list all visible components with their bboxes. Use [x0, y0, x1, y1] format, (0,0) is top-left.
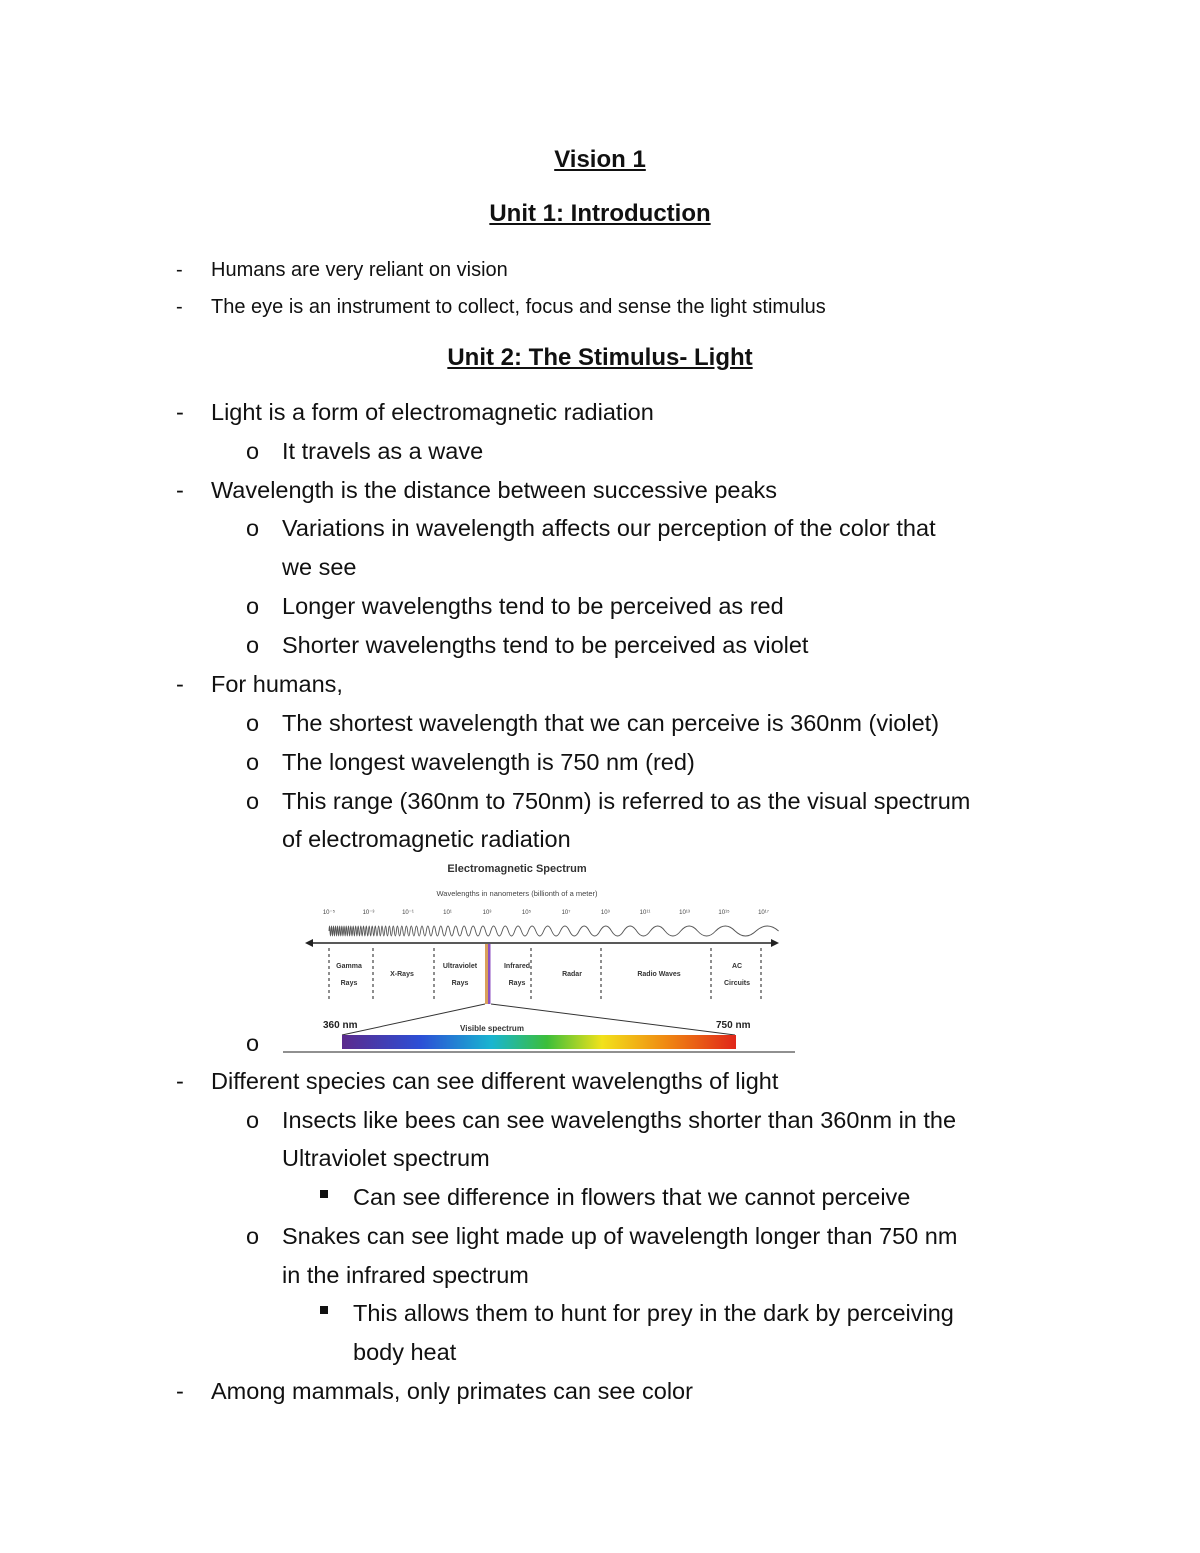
- visible-spectrum-label: Visible spectrum: [460, 1024, 524, 1033]
- band-label: AC: [731, 963, 743, 970]
- sub-bullet-continuation: in the infrared spectrum: [282, 1262, 529, 1288]
- band-label-line2: Rays: [508, 980, 526, 987]
- sub-bullet-text: It travels as a wave: [282, 438, 484, 464]
- bullet-text: For humans,: [211, 671, 343, 697]
- circle-marker: o: [246, 788, 260, 814]
- bullet-text: Light is a form of electromagnetic radiation: [211, 399, 654, 425]
- sub-bullet-text: Shorter wavelengths tend to be perceived as violet: [282, 632, 809, 658]
- label-750nm: 750 nm: [716, 1020, 751, 1031]
- figure-title: Electromagnetic Spectrum: [447, 863, 587, 875]
- unit1-bullet-2: The eye is an instrument to collect, focus and sense the light stimulus: [211, 296, 826, 318]
- unit1-bullet-1: Humans are very reliant on vision: [211, 259, 508, 281]
- sub-sub-bullet-text: Can see difference in flowers that we cannot perceive: [353, 1184, 911, 1210]
- document-title: Vision 1: [554, 146, 646, 173]
- tick-label: 10⁻¹: [402, 910, 414, 916]
- sub-sub-bullet-text: This allows them to hunt for prey in the dark by perceiving: [353, 1300, 954, 1326]
- band-label: Radar: [562, 971, 582, 978]
- sub-bullet-text: The shortest wavelength that we can perceive is 360nm (violet): [282, 710, 940, 736]
- sub-bullet-text: The longest wavelength is 750 nm (red): [282, 749, 695, 775]
- unit2-heading: Unit 2: The Stimulus- Light: [447, 344, 753, 371]
- figure-subtitle: Wavelengths in nanometers (billionth of a meter): [436, 889, 598, 898]
- visible-spectrum-bar: [342, 1035, 736, 1049]
- band-label-line2: Circuits: [723, 980, 751, 987]
- tick-label: 10³: [482, 910, 492, 916]
- band-label-line2: Rays: [340, 980, 358, 987]
- sub-bullet-continuation: we see: [282, 554, 357, 580]
- dash-marker: -: [176, 259, 183, 281]
- dash-marker: -: [176, 1068, 184, 1094]
- circle-marker: o: [246, 515, 260, 541]
- sub-bullet-text: Snakes can see light made up of wavelength longer than 750 nm: [282, 1223, 958, 1249]
- tick-label: 10⁻³: [362, 910, 375, 916]
- tick-label: 10⁷: [561, 910, 571, 916]
- sub-bullet-text: Variations in wavelength affects our perception of the color that: [282, 515, 936, 541]
- wave-curve: [329, 926, 779, 936]
- sub-bullet-continuation: of electromagnetic radiation: [282, 826, 571, 852]
- band-label: Radio Waves: [637, 971, 681, 978]
- band-label-line2: Rays: [451, 980, 469, 987]
- band-label: Ultraviolet: [442, 963, 478, 970]
- sub-bullet-text: Insects like bees can see wavelengths shorter than 360nm in the: [282, 1107, 957, 1133]
- sub-sub-bullet-continuation: body heat: [353, 1339, 457, 1365]
- band-label: X-Rays: [390, 971, 414, 978]
- axis-arrow-left: [305, 939, 313, 947]
- circle-marker: o: [246, 1223, 260, 1249]
- sub-bullet-text: Longer wavelengths tend to be perceived as red: [282, 593, 784, 619]
- circle-marker: o: [246, 710, 260, 736]
- square-bullet-marker: [320, 1190, 328, 1198]
- unit1-heading: Unit 1: Introduction: [489, 200, 711, 227]
- bullet-text: Different species can see different wavelengths of light: [211, 1068, 779, 1094]
- circle-marker: o: [246, 749, 260, 775]
- tick-label: 10⁻⁵: [322, 910, 336, 916]
- dash-marker: -: [176, 477, 184, 503]
- label-360nm: 360 nm: [323, 1020, 358, 1031]
- spectrum-svg: [283, 858, 795, 1054]
- sub-bullet-continuation: Ultraviolet spectrum: [282, 1145, 490, 1171]
- circle-marker: o: [246, 593, 260, 619]
- dash-marker: -: [176, 671, 184, 697]
- visible-band-marker: [485, 944, 488, 1004]
- tick-label: 10¹¹: [639, 910, 651, 916]
- tick-label: 10¹: [443, 910, 452, 916]
- square-bullet-marker: [320, 1306, 328, 1314]
- circle-marker: o: [246, 1107, 260, 1133]
- circle-marker: o: [246, 632, 260, 658]
- band-labels: [336, 963, 750, 987]
- tick-label: 10¹⁵: [718, 910, 730, 916]
- tick-label: 10¹⁷: [758, 910, 769, 916]
- dash-marker: -: [176, 1378, 184, 1404]
- zoom-line-right: [491, 1004, 735, 1035]
- dash-marker: -: [176, 399, 184, 425]
- dash-marker: -: [176, 296, 183, 318]
- tick-label: 10¹³: [679, 910, 690, 916]
- tick-label: 10⁹: [600, 910, 611, 916]
- tick-label: 10⁵: [521, 910, 532, 916]
- bullet-text: Among mammals, only primates can see color: [211, 1378, 693, 1404]
- bullet-text: Wavelength is the distance between successive peaks: [211, 477, 778, 503]
- band-label: Gamma: [336, 963, 362, 970]
- visible-band-marker-inner: [488, 944, 491, 1004]
- band-label: Infrared: [503, 963, 531, 970]
- circle-marker: o: [246, 1030, 260, 1056]
- electromagnetic-spectrum-figure: [283, 858, 795, 1054]
- circle-marker: o: [246, 438, 260, 464]
- axis-arrow-right: [771, 939, 779, 947]
- sub-bullet-text: This range (360nm to 750nm) is referred to as the visual spectrum: [282, 788, 971, 814]
- tick-labels: [323, 909, 769, 916]
